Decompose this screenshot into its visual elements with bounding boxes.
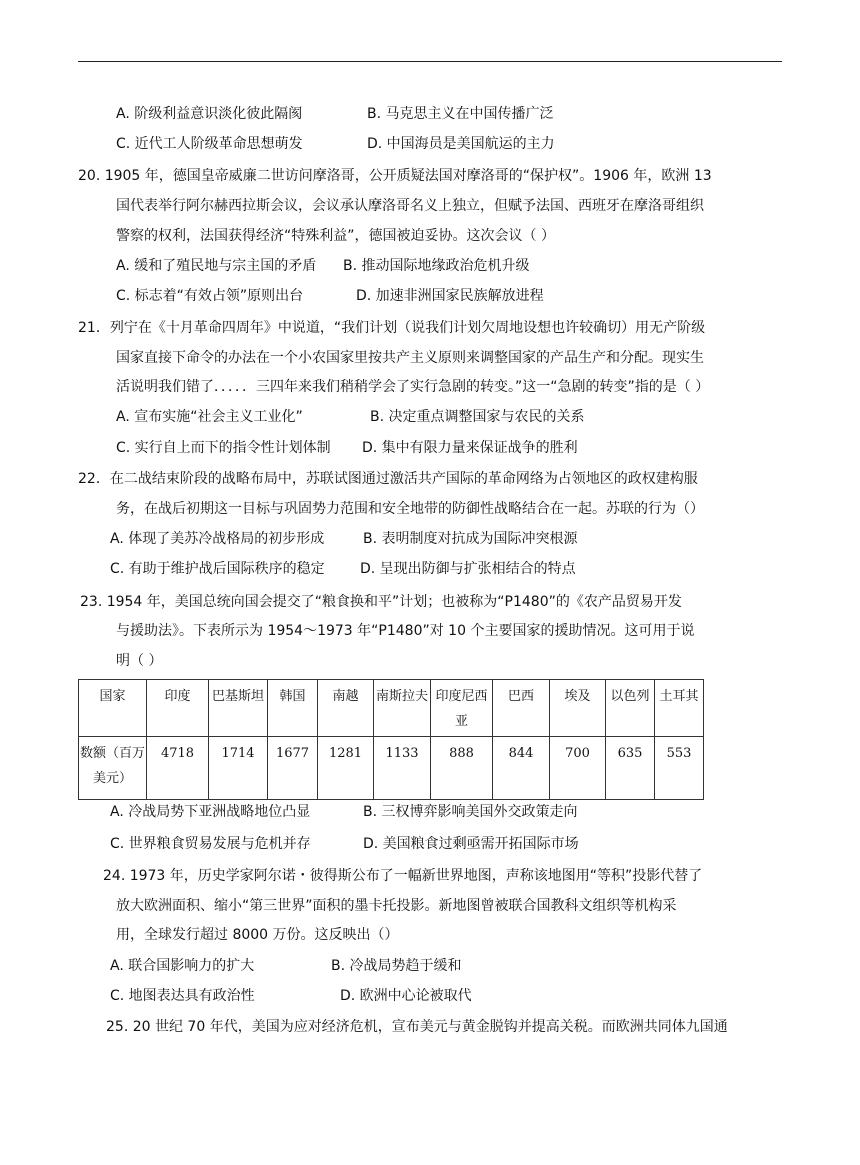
top-rule xyxy=(78,61,782,62)
table-header-cell: 土耳其 xyxy=(655,680,704,737)
table-cell: 数额（百万美元） xyxy=(79,737,147,800)
q21-option-a: A. 宣布实施“社会主义工业化” xyxy=(116,409,303,425)
table-cell: 700 xyxy=(550,737,606,800)
table-header-cell: 南越 xyxy=(318,680,374,737)
table-cell: 635 xyxy=(606,737,655,800)
q23-stem-line1: 23. 1954 年，美国总统向国会提交了“粮食换和平”计划；也被称为“P1480”的《农产品贸易开发 xyxy=(80,594,682,610)
q20-stem-line1: 20. 1905 年，德国皇帝威廉二世访问摩洛哥，公开质疑法国对摩洛哥的“保护权”。1906 年，欧洲 13 xyxy=(78,168,712,184)
table-cell: 844 xyxy=(493,737,550,800)
table-cell: 553 xyxy=(655,737,704,800)
q23-stem-line2: 与援助法》。下表所示为 1954～1973 年“P1480”对 10 个主要国家的援助情况。这可用于说 xyxy=(116,623,695,639)
q24-option-d: D. 欧洲中心论被取代 xyxy=(340,988,472,1004)
q21-stem-line2: 国家直接下命令的办法在一个小农国家里按共产主义原则来调整国家的产品生产和分配。现实生 xyxy=(116,350,704,366)
q23-stem-line3: 明（ ） xyxy=(116,653,163,669)
q24-stem-line3: 用，全球发行超过 8000 万份。这反映出（） xyxy=(116,927,399,943)
q22-option-c: C. 有助于维护战后国际秩序的稳定 xyxy=(110,561,325,577)
table-header-cell: 巴基斯坦 xyxy=(209,680,268,737)
table-cell: 888 xyxy=(431,737,493,800)
table-header-cell: 南斯拉夫 xyxy=(374,680,431,737)
q21-option-c: C. 实行自上而下的指令性计划体制 xyxy=(116,440,331,456)
q20-option-a: A. 缓和了殖民地与宗主国的矛盾 xyxy=(116,258,317,274)
q19-option-d: D. 中国海员是美国航运的主力 xyxy=(367,136,555,152)
table-row xyxy=(79,737,704,800)
table-header-cell: 印度尼西亚 xyxy=(431,680,493,737)
table-header-cell: 埃及 xyxy=(550,680,606,737)
table-cell: 1714 xyxy=(209,737,268,800)
q20-option-c: C. 标志着“有效占领”原则出台 xyxy=(116,288,304,304)
table-header-cell: 以色列 xyxy=(606,680,655,737)
q23-option-b: B. 三权博弈影响美国外交政策走向 xyxy=(363,804,578,820)
table-header-cell: 国家 xyxy=(79,680,147,737)
q23-option-c: C. 世界粮食贸易发展与危机并存 xyxy=(110,836,311,852)
table-cell: 1677 xyxy=(268,737,318,800)
q23-option-a: A. 冷战局势下亚洲战略地位凸显 xyxy=(110,804,311,820)
q20-stem-line2: 国代表举行阿尔赫西拉斯会议，会议承认摩洛哥名义上独立，但赋予法国、西班牙在摩洛哥组织 xyxy=(116,198,704,214)
table-cell: 1133 xyxy=(374,737,431,800)
q22-option-b: B. 表明制度对抗成为国际冲突根源 xyxy=(363,531,578,547)
table-header-cell: 巴西 xyxy=(493,680,550,737)
q22-option-a: A. 体现了美苏冷战格局的初步形成 xyxy=(110,531,325,547)
q21-option-b: B. 决定重点调整国家与农民的关系 xyxy=(370,409,585,425)
table-header-cell: 韩国 xyxy=(268,680,318,737)
q24-stem-line2: 放大欧洲面积、缩小“第三世界”面积的墨卡托投影。新地图曾被联合国教科文组织等机构采 xyxy=(116,898,677,914)
q19-option-b: B. 马克思主义在中国传播广泛 xyxy=(367,106,554,122)
q22-option-d: D. 呈现出防御与扩张相结合的特点 xyxy=(360,561,576,577)
q24-option-b: B. 冷战局势趋于缓和 xyxy=(331,958,462,974)
table-cell: 1281 xyxy=(318,737,374,800)
aid-table xyxy=(78,679,704,800)
q24-option-c: C. 地图表达具有政治性 xyxy=(110,988,255,1004)
q25-stem-line1: 25. 20 世纪 70 年代，美国为应对经济危机，宣布美元与黄金脱钩并提高关税。而欧洲共同体九国通 xyxy=(106,1019,728,1035)
q20-option-b: B. 推动国际地缘政治危机升级 xyxy=(343,258,530,274)
table-header-row xyxy=(79,680,704,737)
q19-option-a: A. 阶级利益意识淡化彼此隔阂 xyxy=(116,106,303,122)
q22-stem-line2: 务，在战后初期这一目标与巩固势力范围和安全地带的防御性战略结合在一起。苏联的行为（） xyxy=(116,501,704,517)
q20-stem-line3: 警察的权利，法国获得经济“特殊利益”，德国被迫妥协。这次会议（ ） xyxy=(116,228,555,244)
q24-stem-line1: 24. 1973 年，历史学家阿尔诺・彼得斯公布了一幅新世界地图，声称该地图用“等积”投影代替了 xyxy=(103,868,703,884)
q22-stem-line1: 22．在二战结束阶段的战略布局中，苏联试图通过激活共产国际的革命网络为占领地区的政权建构服 xyxy=(78,471,698,487)
q21-stem-line1: 21．列宁在《十月革命四周年》中说道，“我们计划（说我们计划欠周地设想也许较确切）用无产阶级 xyxy=(78,320,706,336)
q19-option-c: C. 近代工人阶级革命思想萌发 xyxy=(116,136,303,152)
q23-option-d: D. 美国粮食过剩亟需开拓国际市场 xyxy=(363,836,579,852)
q21-stem-line3: 活说明我们错了．．．．．三四年来我们稍稍学会了实行急剧的转变。”这一“急剧的转变”指的是（ ） xyxy=(116,379,710,395)
table-header-cell: 印度 xyxy=(147,680,209,737)
q24-option-a: A. 联合国影响力的扩大 xyxy=(110,958,255,974)
q21-option-d: D. 集中有限力量来保证战争的胜利 xyxy=(362,440,578,456)
table-cell: 4718 xyxy=(147,737,209,800)
q20-option-d: D. 加速非洲国家民族解放进程 xyxy=(356,288,544,304)
